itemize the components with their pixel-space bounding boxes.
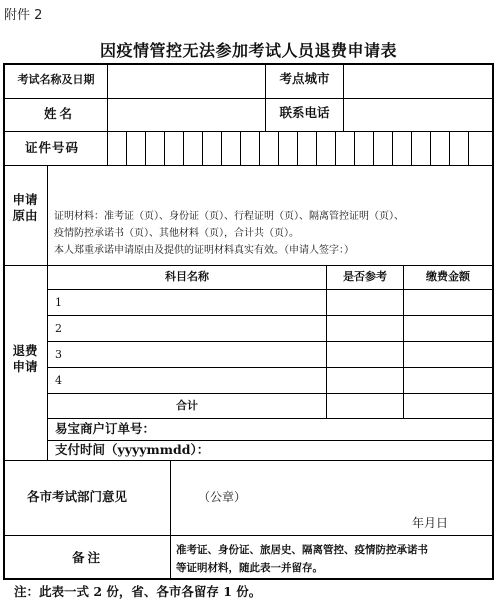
id-number-field[interactable] (109, 133, 491, 164)
order-number-label: 易宝商户订单号： (55, 421, 156, 436)
refund-row-3-index: 3 (55, 348, 62, 361)
remarks-line2: 等证明材料，随此表一并留存。 (176, 562, 323, 574)
opinion-date: 年月日 (412, 516, 449, 530)
refund-label: 退费申请 (12, 343, 38, 374)
total-label: 合计 (176, 399, 198, 412)
name-label: 姓名 (44, 106, 76, 121)
exam-city-field[interactable] (345, 66, 491, 97)
attended-header: 是否参考 (343, 270, 387, 283)
payment-time-label: 支付时间（yyyymmdd）： (55, 442, 210, 457)
refund-row-2-subject-field[interactable] (70, 317, 325, 340)
remarks-line1: 准考证、身份证、旅居史、隔离管控、疫情防控承诺书 (176, 544, 428, 556)
remarks-label: 备注 (72, 550, 104, 565)
footnote: 注：此表一式 2 份，省、各市各留存 1 份。 (14, 584, 262, 599)
refund-row-1-index: 1 (55, 296, 62, 309)
refund-row-3-subject-field[interactable] (70, 343, 325, 366)
refund-row-4-index: 4 (55, 374, 62, 387)
reason-promise-line: 本人郑重承诺申请原由及提供的证明材料真实有效。（申请人签字：） (54, 245, 354, 256)
opinion-label: 各市考试部门意见 (27, 489, 128, 504)
refund-row-1-subject-field[interactable] (70, 291, 325, 314)
exam-name-date-label: 考试名称及日期 (17, 73, 95, 86)
official-seal-text: （公章） (198, 490, 247, 504)
refund-row-4-subject-field[interactable] (70, 369, 325, 392)
fee-amount-header: 缴费金额 (426, 270, 470, 283)
reason-label: 申请原由 (12, 192, 38, 223)
refund-row-2-index: 2 (55, 322, 62, 335)
subject-name-header: 科目名称 (165, 270, 209, 283)
exam-city-label: 考点城市 (279, 71, 330, 86)
reason-materials-line1: 证明材料：准考证（页）、身份证（页）、行程证明（页）、隔离管控证明（页）、 (54, 211, 404, 222)
phone-label: 联系电话 (279, 105, 330, 120)
id-number-label: 证件号码 (25, 140, 80, 155)
name-field[interactable] (109, 100, 264, 130)
reason-materials-line2: 疫情防控承诺书（页）、其他材料（页），合计共（页）。 (54, 228, 299, 239)
annex-label: 附件 2 (4, 8, 43, 23)
form-title: 因疫情管控无法参加考试人员退费申请表 (99, 41, 397, 60)
phone-field[interactable] (345, 100, 491, 130)
exam-name-date-field[interactable] (109, 66, 264, 97)
